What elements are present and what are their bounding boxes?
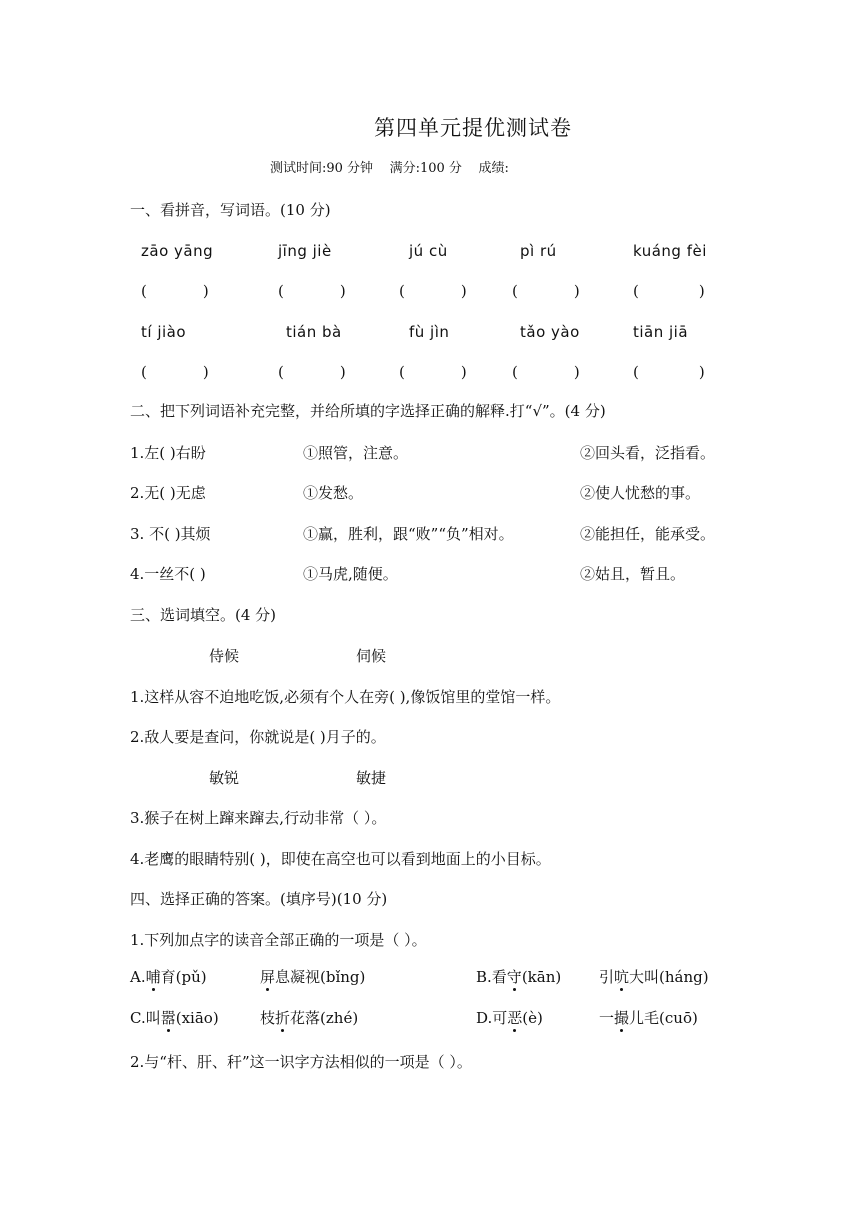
pinyin-5: kuáng fèi	[633, 242, 707, 260]
s4-option-c2: 枝折花落(zhé)	[260, 1009, 359, 1027]
section-2-heading: 二、把下列词语补充完整，并给所填的字选择正确的解释.打“√”。(4 分)	[130, 402, 606, 420]
pinyin-4: pì rú	[520, 242, 557, 260]
page-title: 第四单元提优测试卷	[374, 116, 572, 140]
emphasis-dot-char: 折	[275, 1009, 291, 1027]
word-choice-shihou-1: 侍候	[209, 647, 240, 665]
pinyin-2: jīng jiè	[278, 242, 332, 260]
s3-question-1: 1.这样从容不迫地吃饭,必须有个人在旁( ),像饭馆里的堂馆一样。	[130, 688, 561, 706]
s4-option-a1[interactable]: A.哺育(pǔ)	[130, 968, 207, 986]
s4-question-2: 2.与“杆、肝、秆”这一识字方法相似的一项是（ ）。	[130, 1053, 472, 1071]
pinyin-1: zāo yāng	[141, 242, 214, 260]
s4-question-1: 1.下列加点字的读音全部正确的一项是（ ）。	[130, 931, 427, 949]
answer-blank-1[interactable]: ( )	[141, 282, 209, 300]
word-choice-cihou: 伺候	[356, 647, 387, 665]
emphasis-dot-char: 恶	[507, 1009, 523, 1027]
answer-blank-7[interactable]: ( )	[278, 363, 346, 381]
s2-word-2: 2.无( )无虑	[130, 484, 206, 502]
emphasis-dot-char: 守	[506, 968, 522, 986]
s4-option-d1[interactable]: D.可恶(è)	[476, 1009, 543, 1027]
answer-blank-5[interactable]: ( )	[633, 282, 705, 300]
exam-meta	[270, 162, 509, 175]
word-choice-minjie: 敏捷	[356, 769, 387, 787]
s4-option-d2: 一撮儿毛(cuō)	[599, 1009, 698, 1027]
answer-blank-4[interactable]: ( )	[512, 282, 580, 300]
section-1-heading: 一、看拼音，写词语。(10 分)	[130, 201, 331, 219]
s3-question-3: 3.猴子在树上蹿来蹿去,行动非常（ ）。	[130, 809, 387, 827]
s2-option-4a[interactable]: ①马虎,随便。	[303, 565, 398, 583]
s2-option-3a[interactable]: ①赢，胜利，跟“败”“负”相对。	[303, 525, 514, 543]
s2-option-1a[interactable]: ①照管，注意。	[303, 444, 409, 462]
s2-option-3b[interactable]: ②能担任，能承受。	[580, 525, 716, 543]
emphasis-dot-char: 哺	[145, 968, 161, 986]
s4-option-b1[interactable]: B.看守(kān)	[476, 968, 562, 986]
answer-blank-2[interactable]: ( )	[278, 282, 346, 300]
answer-blank-6[interactable]: ( )	[141, 363, 209, 381]
pinyin-6: tí jiào	[141, 323, 187, 341]
s2-word-4: 4.一丝不( )	[130, 565, 206, 583]
answer-blank-9[interactable]: ( )	[512, 363, 580, 381]
answer-blank-8[interactable]: ( )	[399, 363, 467, 381]
exam-score-label: 成绩:	[478, 161, 509, 176]
pinyin-9: tǎo yào	[520, 323, 580, 341]
s2-option-4b[interactable]: ②姑且，暂且。	[580, 565, 686, 583]
answer-blank-10[interactable]: ( )	[633, 363, 705, 381]
emphasis-dot-char: 撮	[614, 1009, 630, 1027]
section-3-heading: 三、选词填空。(4 分)	[130, 606, 277, 624]
pinyin-3: jú cù	[409, 242, 448, 260]
s2-option-2a[interactable]: ①发愁。	[303, 484, 364, 502]
answer-blank-3[interactable]: ( )	[399, 282, 467, 300]
s2-option-2b[interactable]: ②使人忧愁的事。	[580, 484, 701, 502]
section-4-heading: 四、选择正确的答案。(填序号)(10 分)	[130, 890, 388, 908]
exam-full-score: 满分:100 分	[389, 161, 462, 176]
emphasis-dot-char: 吭	[614, 968, 630, 986]
s4-option-b2: 引吭大叫(háng)	[599, 968, 709, 986]
s3-question-4: 4.老鹰的眼睛特别( )，即使在高空也可以看到地面上的小目标。	[130, 850, 551, 868]
s4-option-c1[interactable]: C.叫嚣(xiāo)	[130, 1009, 219, 1027]
s2-option-1b[interactable]: ②回头看，泛指看。	[580, 444, 716, 462]
s4-option-a2: 屏息凝视(bǐng)	[260, 968, 366, 986]
word-choice-minrui: 敏锐	[209, 769, 240, 787]
s3-question-2: 2.敌人要是查问，你就说是( )月子的。	[130, 728, 386, 746]
s2-word-3: 3. 不( )其烦	[130, 525, 211, 543]
pinyin-8: fù jìn	[409, 323, 450, 341]
emphasis-dot-char: 屏	[260, 968, 276, 986]
pinyin-7: tián bà	[286, 323, 342, 341]
emphasis-dot-char: 嚣	[160, 1009, 176, 1027]
s2-word-1: 1.左( )右盼	[130, 444, 206, 462]
pinyin-10: tiān jiā	[633, 323, 689, 341]
exam-time: 测试时间:90 分钟	[270, 161, 374, 176]
